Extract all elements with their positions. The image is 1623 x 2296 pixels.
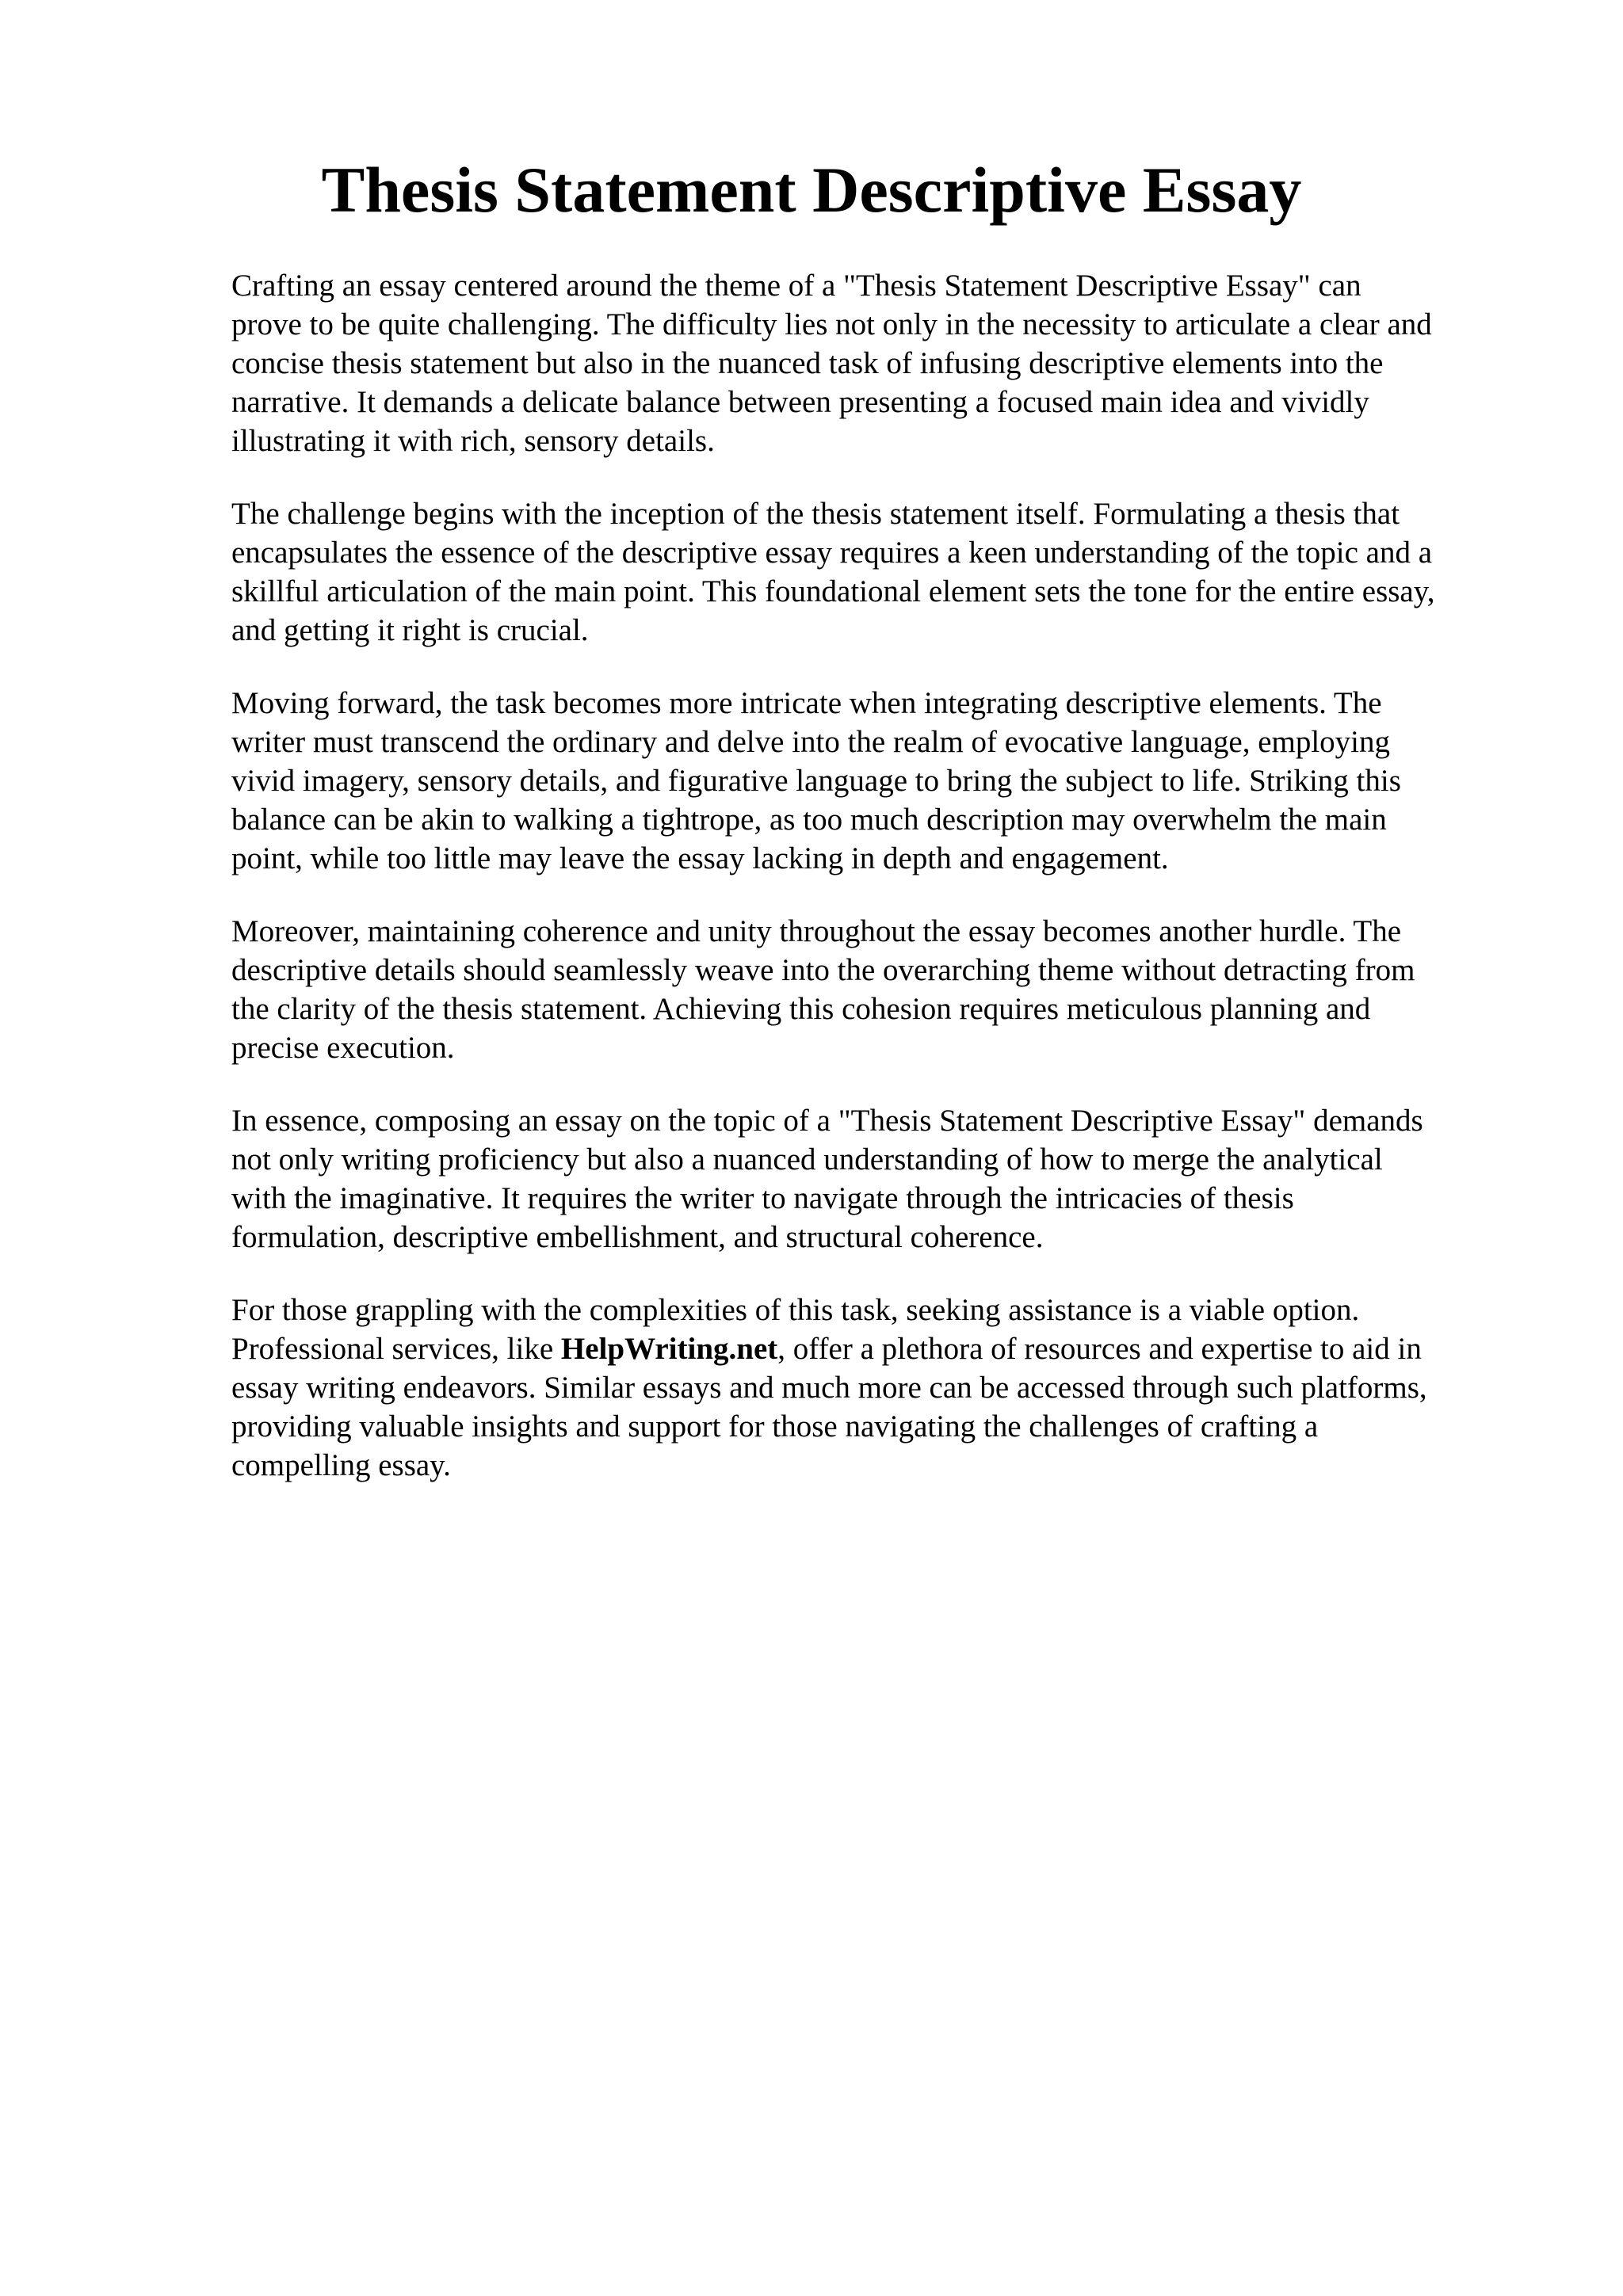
paragraph-line: formulation, descriptive embellishment, and structural coherence. bbox=[231, 1220, 1044, 1254]
paragraph-line: point, while too little may leave the essay lacking in depth and engagement. bbox=[231, 841, 1169, 875]
document-body bbox=[231, 266, 1515, 1519]
paragraph-line: skillful articulation of the main point. This foundational element sets the tone for the entire essay, bbox=[231, 574, 1435, 608]
paragraph-line: and getting it right is crucial. bbox=[231, 613, 589, 647]
paragraph-1 bbox=[231, 266, 1515, 460]
paragraph-line: writer must transcend the ordinary and delve into the realm of evocative language, employing bbox=[231, 725, 1391, 759]
paragraph-6 bbox=[231, 1291, 1515, 1485]
paragraph-5 bbox=[231, 1101, 1515, 1257]
paragraph-line: compelling essay. bbox=[231, 1448, 451, 1482]
paragraph-line: concise thesis statement but also in the nuanced task of infusing descriptive elements into the bbox=[231, 346, 1384, 380]
paragraph-line: providing valuable insights and support for those navigating the challenges of crafting a bbox=[231, 1409, 1319, 1444]
line-text-before-link: Professional services, like bbox=[231, 1332, 561, 1366]
paragraph-line: balance can be akin to walking a tightrope, as too much description may overwhelm the main bbox=[231, 803, 1387, 837]
paragraph-line: Moreover, maintaining coherence and unity throughout the essay becomes another hurdle. The bbox=[231, 914, 1402, 948]
paragraph-line: illustrating it with rich, sensory details. bbox=[231, 424, 715, 458]
paragraph-line: Moving forward, the task becomes more intricate when integrating descriptive elements. The bbox=[231, 686, 1382, 720]
document-title: Thesis Statement Descriptive Essay bbox=[321, 154, 1302, 226]
paragraph-line: The challenge begins with the inception of the thesis statement itself. Formulating a thesis that bbox=[231, 497, 1400, 531]
helpwriting-link[interactable]: HelpWriting.net bbox=[560, 1332, 778, 1366]
paragraph-line: In essence, composing an essay on the topic of a "Thesis Statement Descriptive Essay" demands bbox=[231, 1104, 1423, 1138]
paragraph-line: not only writing proficiency but also a nuanced understanding of how to merge the analytical bbox=[231, 1142, 1383, 1177]
paragraph-line: prove to be quite challenging. The difficulty lies not only in the necessity to articulate a clear and bbox=[231, 307, 1432, 341]
paragraph-line: vivid imagery, sensory details, and figurative language to bring the subject to life. Striking this bbox=[231, 764, 1401, 798]
paragraph-line-with-link bbox=[231, 1329, 1515, 1368]
paragraph-line: precise execution. bbox=[231, 1031, 455, 1065]
paragraph-line: the clarity of the thesis statement. Achieving this cohesion requires meticulous planning and bbox=[231, 992, 1371, 1026]
paragraph-line: narrative. It demands a delicate balance between presenting a focused main idea and vividly bbox=[231, 385, 1369, 419]
paragraph-line: descriptive details should seamlessly weave into the overarching theme without detracting from bbox=[231, 953, 1415, 987]
paragraph-line: essay writing endeavors. Similar essays and much more can be accessed through such platforms, bbox=[231, 1371, 1427, 1405]
paragraph-line: with the imaginative. It requires the writer to navigate through the intricacies of thesis bbox=[231, 1181, 1294, 1215]
paragraph-3 bbox=[231, 684, 1515, 878]
paragraph-line: encapsulates the essence of the descriptive essay requires a keen understanding of the topic and a bbox=[231, 536, 1433, 570]
paragraph-line: For those grappling with the complexities of this task, seeking assistance is a viable option. bbox=[231, 1293, 1360, 1327]
paragraph-4 bbox=[231, 912, 1515, 1067]
paragraph-line: Crafting an essay centered around the theme of a "Thesis Statement Descriptive Essay" can bbox=[231, 269, 1361, 303]
paragraph-2 bbox=[231, 494, 1515, 650]
line-text-after-link: , offer a plethora of resources and expertise to aid in bbox=[777, 1332, 1422, 1366]
